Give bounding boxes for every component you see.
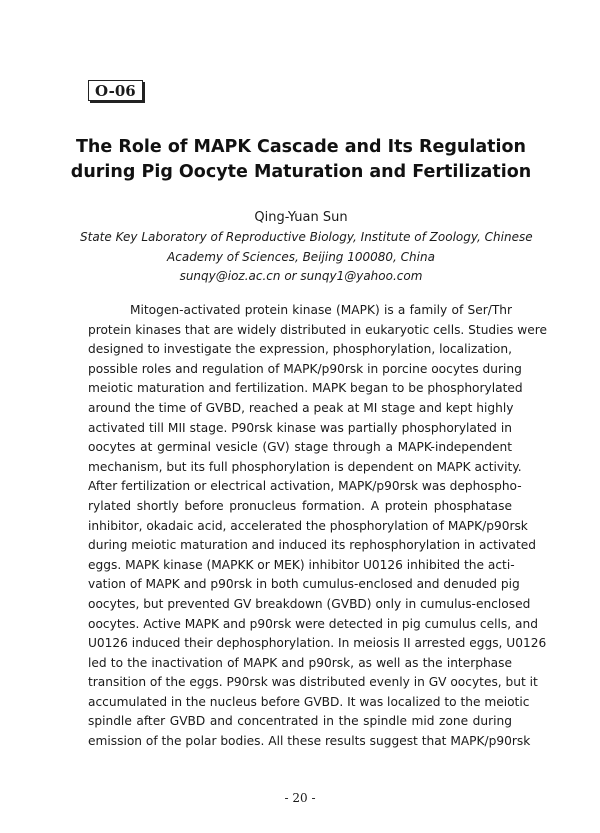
abstract-line: vation of MAPK and p90rsk in both cumulus-enclosed and denuded pig bbox=[88, 577, 520, 592]
title-line: The Role of MAPK Cascade and Its Regulation bbox=[76, 137, 526, 157]
abstract-line: activated till MII stage. P90rsk kinase was partially phosphorylated in bbox=[88, 420, 512, 435]
abstract-line: led to the inactivation of MAPK and p90rsk, as well as the interphase bbox=[88, 655, 512, 670]
email-line: sunqy@ioz.ac.cn or sunqy1@yahoo.com bbox=[179, 269, 423, 283]
affiliation-line: State Key Laboratory of Reproductive Biology, Institute of Zoology, Chinese bbox=[80, 230, 533, 244]
affiliation bbox=[80, 228, 533, 287]
abstract-line: around the time of GVBD, reached a peak at MI stage and kept highly bbox=[88, 400, 514, 415]
abstract-line: spindle after GVBD and concentrated in the spindle mid zone during bbox=[88, 714, 512, 729]
abstract-line: transition of the eggs. P90rsk was distributed evenly in GV oocytes, but it bbox=[88, 675, 538, 690]
abstract-line: rylated shortly before pronucleus formation. A protein phosphatase bbox=[88, 498, 512, 513]
abstract-line: Mitogen-activated protein kinase (MAPK) is a family of Ser/Thr bbox=[130, 303, 512, 317]
abstract-line: protein kinases that are widely distributed in eukaryotic cells. Studies were bbox=[88, 322, 547, 337]
abstract-line: emission of the polar bodies. All these results suggest that MAPK/p90rsk bbox=[88, 734, 531, 749]
affiliation-line: Academy of Sciences, Beijing 100080, China bbox=[167, 249, 435, 264]
author-name: Qing-Yuan Sun bbox=[254, 210, 348, 225]
abstract-line: mechanism, but its full phosphorylation is dependent on MAPK activity. bbox=[88, 459, 522, 474]
session-code-box: O-06 bbox=[88, 80, 143, 101]
abstract-line: eggs. MAPK kinase (MAPKK or MEK) inhibitor U0126 inhibited the acti- bbox=[88, 557, 515, 572]
abstract-line: U0126 induced their dephosphorylation. In meiosis II arrested eggs, U0126 bbox=[88, 636, 547, 651]
title-line: during Pig Oocyte Maturation and Fertilization bbox=[70, 162, 532, 182]
abstract-line: meiotic maturation and fertilization. MAPK began to be phosphorylated bbox=[88, 381, 523, 396]
abstract-line: during meiotic maturation and induced its rephosphorylation in activated bbox=[88, 538, 536, 553]
abstract-line: possible roles and regulation of MAPK/p90rsk in porcine oocytes during bbox=[88, 361, 522, 376]
abstract-line: oocytes. Active MAPK and p90rsk were detected in pig cumulus cells, and bbox=[88, 616, 538, 631]
abstract-line: oocytes, but prevented GV breakdown (GVBD) only in cumulus-enclosed bbox=[88, 596, 531, 611]
abstract-line: inhibitor, okadaic acid, accelerated the phosphorylation of MAPK/p90rsk bbox=[88, 518, 528, 533]
abstract-line: After fertilization or electrical activation, MAPK/p90rsk was dephospho- bbox=[88, 479, 522, 494]
page-number: - 20 - bbox=[284, 791, 316, 805]
abstract-line: designed to investigate the expression, phosphorylation, localization, bbox=[88, 342, 512, 357]
paper-title bbox=[60, 135, 542, 185]
abstract-line: oocytes at germinal vesicle (GV) stage through a MAPK-independent bbox=[88, 440, 512, 455]
abstract-body bbox=[88, 301, 547, 752]
abstract-line: accumulated in the nucleus before GVBD. It was localized to the meiotic bbox=[88, 694, 530, 709]
